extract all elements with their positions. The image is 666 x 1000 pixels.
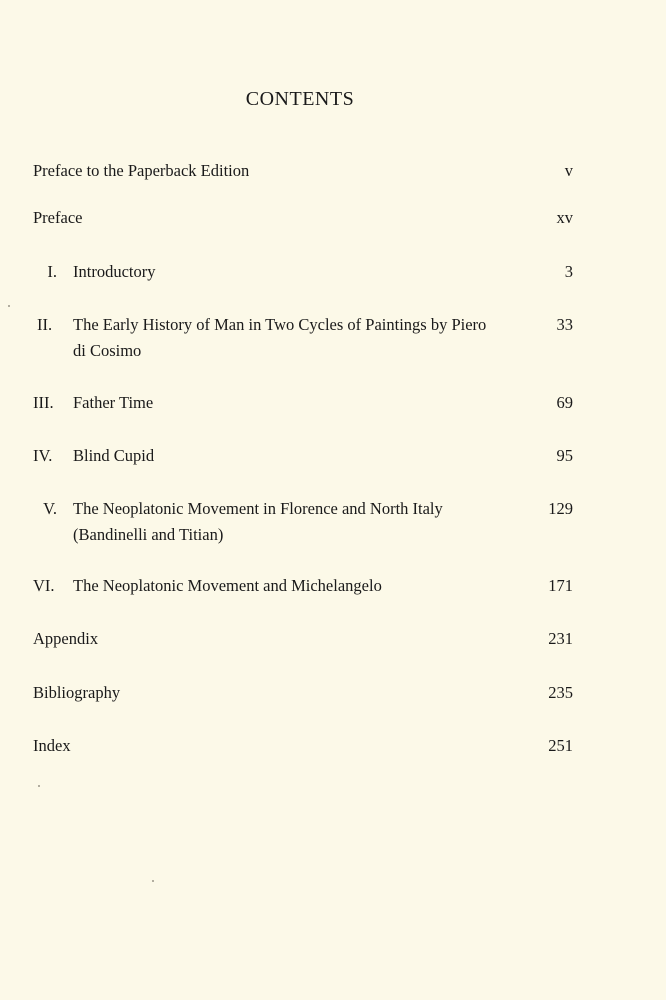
toc-entry-page: 3: [564, 262, 573, 281]
contents-heading: CONTENTS: [245, 88, 355, 110]
toc-entry-title: Father Time: [73, 393, 154, 412]
paper-speck: [152, 880, 154, 882]
toc-entry-title: The Neoplatonic Movement and Michelangelo: [73, 576, 382, 595]
toc-entry-page: 235: [548, 683, 573, 702]
toc-entry-page: v: [564, 161, 573, 180]
toc-entry-title: Preface to the Paperback Edition: [33, 161, 250, 180]
toc-entry-page: 251: [548, 736, 573, 755]
toc-entry-page: 231: [548, 629, 573, 648]
toc-entry-title: The Early History of Man in Two Cycles of Paintings by Piero di Cosimo: [73, 315, 487, 360]
toc-entry-title: Introductory: [73, 262, 156, 281]
toc-entry-title: Blind Cupid: [73, 446, 155, 465]
toc-entry-page: xv: [556, 208, 573, 227]
toc-entry-number: II.: [37, 315, 53, 334]
toc-entry-number: I.: [47, 262, 57, 281]
toc-entry-page: 95: [556, 446, 573, 465]
toc-entry-number: III.: [33, 393, 54, 412]
toc-entry-title: The Neoplatonic Movement in Florence and North Italy (Bandinelli and Titian): [73, 499, 443, 544]
paper-speck: [38, 785, 40, 787]
toc-entry-title: Appendix: [33, 629, 99, 648]
toc-entry-page: 129: [548, 499, 573, 518]
toc-entry-page: 69: [556, 393, 573, 412]
toc-entry-title: Preface: [33, 208, 83, 227]
toc-entry-number: V.: [43, 499, 57, 518]
toc-entry-page: 171: [548, 576, 573, 595]
toc-entry-page: 33: [556, 315, 573, 334]
toc-entry-number: IV.: [33, 446, 53, 465]
paper-speck: [8, 305, 10, 307]
toc-entry-number: VI.: [33, 576, 55, 595]
toc-entry-title: Index: [33, 736, 71, 755]
toc-entry-title: Bibliography: [33, 683, 121, 702]
